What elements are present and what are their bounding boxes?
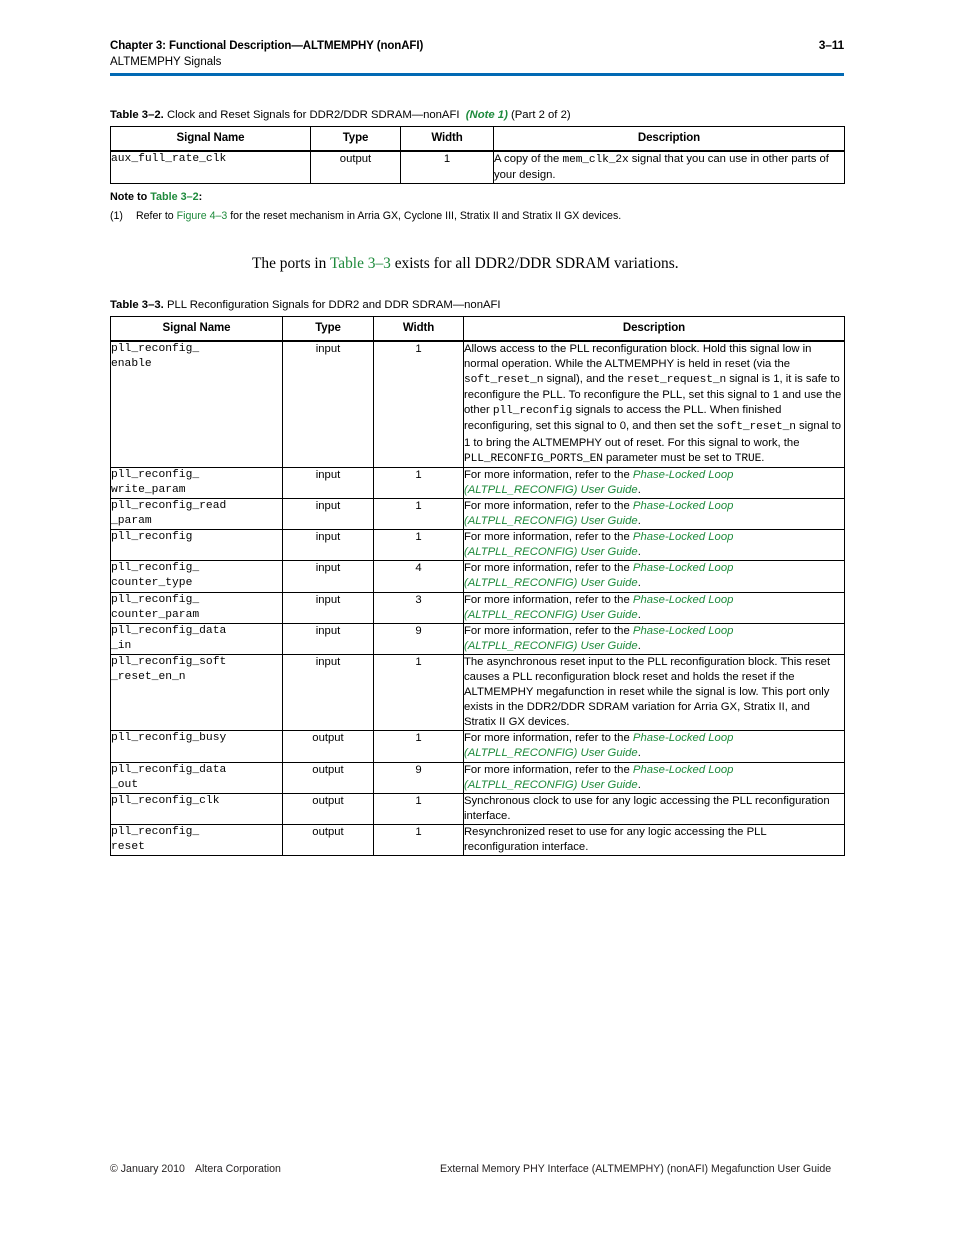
intro-paragraph-post: exists for all DDR2/DDR SDRAM variations. (390, 255, 679, 272)
cell-width: 4 (374, 561, 464, 592)
cell-type: input (283, 498, 374, 529)
cell-description: The asynchronous reset input to the PLL reconfiguration block. This reset causes a PLL reconfiguration block reset and holds the reset if the ALTMEMPHY megafunction in reset while the signal is low. This port only exists in the DDR2/DDR SDRAM variation for Arria GX, Stratix II, and Stratix II GX devices. (464, 654, 845, 730)
cell-width: 3 (374, 592, 464, 623)
cell-width: 1 (374, 467, 464, 498)
cell-width: 1 (374, 824, 464, 855)
column-header-signal-name: Signal Name (111, 317, 283, 342)
note-number: (1) (110, 210, 123, 223)
column-header-description: Description (494, 127, 845, 152)
column-header-type: Type (311, 127, 401, 152)
reference-link[interactable]: Phase-Locked Loop (632, 732, 734, 745)
cell-description: Synchronous clock to use for any logic accessing the PLL reconfiguration interface. (464, 793, 845, 824)
table-3-2-caption-text: Clock and Reset Signals for DDR2/DDR SDRAM—nonAFI (166, 109, 460, 121)
page-footer (110, 1163, 844, 1175)
cell-description: For more information, refer to the Phase-Locked Loop (ALTPLL_RECONFIG) User Guide. (464, 498, 845, 529)
table-row (111, 762, 845, 793)
cell-signal-name: pll_reconfig_soft _reset_en_n (111, 654, 283, 730)
cell-description: For more information, refer to the Phase-Locked Loop (ALTPLL_RECONFIG) User Guide. (464, 623, 845, 654)
intro-paragraph-table-link[interactable]: Table 3–3 (329, 255, 391, 272)
cell-signal-name: pll_reconfig_data _out (111, 762, 283, 793)
cell-width: 1 (374, 731, 464, 762)
intro-paragraph (110, 254, 844, 274)
table-row (111, 731, 845, 762)
notes-title (110, 191, 844, 203)
table-3-3-caption (110, 298, 844, 312)
table-row (111, 592, 845, 623)
inline-code: PLL_RECONFIG_PORTS_EN (464, 452, 603, 465)
footer-copyright: © January 2010 (110, 1163, 185, 1175)
reference-link[interactable]: (ALTPLL_RECONFIG) User Guide (464, 546, 638, 559)
cell-width: 9 (374, 623, 464, 654)
table-row (111, 793, 845, 824)
table-header-row (111, 127, 845, 152)
inline-code: soft_reset_n (464, 374, 544, 387)
cell-width: 1 (374, 530, 464, 561)
cell-width: 1 (374, 341, 464, 467)
reference-link[interactable]: Phase-Locked Loop (632, 531, 734, 544)
table-row (111, 341, 845, 467)
cell-description: For more information, refer to the Phase-Locked Loop (ALTPLL_RECONFIG) User Guide. (464, 592, 845, 623)
table-3-2-block (110, 108, 844, 223)
cell-type: input (283, 467, 374, 498)
reference-link[interactable]: (ALTPLL_RECONFIG) User Guide (464, 639, 638, 652)
reference-link[interactable]: Phase-Locked Loop (632, 562, 734, 575)
note-text: Refer to Figure 4–3 for the reset mechanism in Arria GX, Cyclone III, Stratix II and Stratix II GX devices. (136, 210, 622, 223)
inline-code: soft_reset_n (716, 421, 796, 434)
cell-type: output (283, 731, 374, 762)
reference-link[interactable]: Phase-Locked Loop (632, 624, 734, 637)
cell-signal-name: pll_reconfig_data _in (111, 623, 283, 654)
reference-link[interactable]: Phase-Locked Loop (632, 468, 734, 481)
table-row (111, 654, 845, 730)
table-3-3-body (111, 341, 845, 856)
reference-link[interactable]: Phase-Locked Loop (632, 593, 734, 606)
cell-signal-name: aux_full_rate_clk (111, 151, 311, 184)
table-header-row (111, 317, 845, 342)
cell-type: input (283, 654, 374, 730)
cell-signal-name: pll_reconfig_ counter_param (111, 592, 283, 623)
cell-type: input (283, 530, 374, 561)
cell-description: Allows access to the PLL reconfiguration block. Hold this signal low in normal operation. While the ALTMEMPHY is held in reset (via the soft_reset_n signal), and the reset_request_n signal is 1, it is safe to reconfigure the PLL. To reconfigure the PLL, set this signal to 1 and use the other pll_reconfig signals to access the PLL. When finished reconfiguring, set this signal to 0, and then set the soft_reset_n signal to 1 to bring the ALTMEMPHY out of reset. For this signal to work, the PLL_RECONFIG_PORTS_EN parameter must be set to TRUE. (464, 341, 845, 467)
cell-description: Resynchronized reset to use for any logic accessing the PLL reconfiguration interface. (464, 824, 845, 855)
table-3-3-block (110, 298, 844, 856)
reference-link[interactable]: (ALTPLL_RECONFIG) User Guide (464, 778, 638, 791)
notes-title-pre: Note to (110, 191, 151, 204)
note-item (110, 209, 844, 223)
cell-signal-name: pll_reconfig_read _param (111, 498, 283, 529)
cell-description: For more information, refer to the Phase-Locked Loop (ALTPLL_RECONFIG) User Guide. (464, 561, 845, 592)
cell-signal-name: pll_reconfig_ reset (111, 824, 283, 855)
table-row (111, 623, 845, 654)
reference-link[interactable]: (ALTPLL_RECONFIG) User Guide (464, 577, 638, 590)
column-header-width: Width (374, 317, 464, 342)
cell-signal-name: pll_reconfig_ write_param (111, 467, 283, 498)
table-3-3 (110, 316, 845, 856)
cell-description: For more information, refer to the Phase-Locked Loop (ALTPLL_RECONFIG) User Guide. (464, 467, 845, 498)
cell-signal-name: pll_reconfig_ enable (111, 341, 283, 467)
cell-signal-name: pll_reconfig_ counter_type (111, 561, 283, 592)
cell-width: 1 (374, 654, 464, 730)
cell-type: output (311, 151, 401, 184)
column-header-signal-name: Signal Name (111, 127, 311, 152)
reference-link[interactable]: Phase-Locked Loop (632, 763, 734, 776)
inline-code: mem_clk_2x (562, 154, 629, 166)
note-figure-link[interactable]: Figure 4–3 (176, 210, 228, 223)
cell-type: output (283, 762, 374, 793)
reference-link[interactable]: (ALTPLL_RECONFIG) User Guide (464, 747, 638, 760)
intro-paragraph-pre: The ports in (252, 255, 330, 272)
inline-code: reset_request_n (626, 374, 727, 387)
cell-width: 1 (374, 793, 464, 824)
cell-type: input (283, 561, 374, 592)
table-3-2-note-ref[interactable]: (Note 1) (465, 109, 508, 121)
inline-code: TRUE (734, 452, 762, 465)
column-header-description: Description (464, 317, 845, 342)
table-3-2 (110, 126, 845, 184)
cell-type: input (283, 341, 374, 467)
cell-width: 1 (374, 498, 464, 529)
cell-description: For more information, refer to the Phase-Locked Loop (ALTPLL_RECONFIG) User Guide. (464, 762, 845, 793)
table-row (111, 824, 845, 855)
reference-link[interactable]: (ALTPLL_RECONFIG) User Guide (464, 515, 638, 528)
table-3-3-caption-text: PLL Reconfiguration Signals for DDR2 and DDR SDRAM—nonAFI (166, 299, 501, 311)
reference-link[interactable]: (ALTPLL_RECONFIG) User Guide (464, 483, 638, 496)
page-number: 3–11 (818, 38, 844, 52)
cell-type: input (283, 592, 374, 623)
cell-signal-name: pll_reconfig_clk (111, 793, 283, 824)
table-row (111, 530, 845, 561)
reference-link[interactable]: (ALTPLL_RECONFIG) User Guide (464, 608, 638, 621)
header-section-title: ALTMEMPHY Signals (110, 56, 222, 68)
table-3-2-caption (110, 108, 844, 122)
header-chapter-title: Chapter 3: Functional Description—ALTMEMPHY (nonAFI) (110, 40, 424, 52)
intro-paragraph-block (110, 225, 844, 274)
table-row (111, 467, 845, 498)
table-3-2-caption-label: Table 3–2. (110, 109, 164, 121)
cell-signal-name: pll_reconfig_busy (111, 731, 283, 762)
cell-type: output (283, 824, 374, 855)
table-3-2-body (111, 151, 845, 184)
notes-title-table-link[interactable]: Table 3–2 (150, 191, 199, 204)
cell-signal-name: pll_reconfig (111, 530, 283, 561)
cell-type: output (283, 793, 374, 824)
footer-document-title: External Memory PHY Interface (ALTMEMPHY) (nonAFI) Megafunction User Guide (440, 1163, 832, 1175)
table-3-2-notes (110, 191, 844, 223)
cell-width: 9 (374, 762, 464, 793)
cell-type: input (283, 623, 374, 654)
table-row (111, 561, 845, 592)
footer-left (110, 1163, 440, 1175)
header-rule (110, 73, 844, 76)
table-3-2-part-label: (Part 2 of 2) (510, 109, 571, 121)
cell-description: For more information, refer to the Phase-Locked Loop (ALTPLL_RECONFIG) User Guide. (464, 530, 845, 561)
column-header-width: Width (401, 127, 494, 152)
page-header (110, 38, 844, 70)
notes-title-post: : (198, 191, 203, 204)
inline-code: pll_reconfig (492, 405, 573, 418)
column-header-type: Type (283, 317, 374, 342)
notes-list (110, 209, 844, 223)
footer-company: Altera Corporation (194, 1163, 281, 1175)
table-row (111, 151, 845, 184)
reference-link[interactable]: Phase-Locked Loop (632, 499, 734, 512)
cell-width: 1 (401, 151, 494, 184)
cell-description: A copy of the mem_clk_2x signal that you can use in other parts of your design. (494, 151, 845, 184)
cell-description: For more information, refer to the Phase-Locked Loop (ALTPLL_RECONFIG) User Guide. (464, 731, 845, 762)
table-3-3-caption-label: Table 3–3. (110, 299, 164, 311)
table-row (111, 498, 845, 529)
